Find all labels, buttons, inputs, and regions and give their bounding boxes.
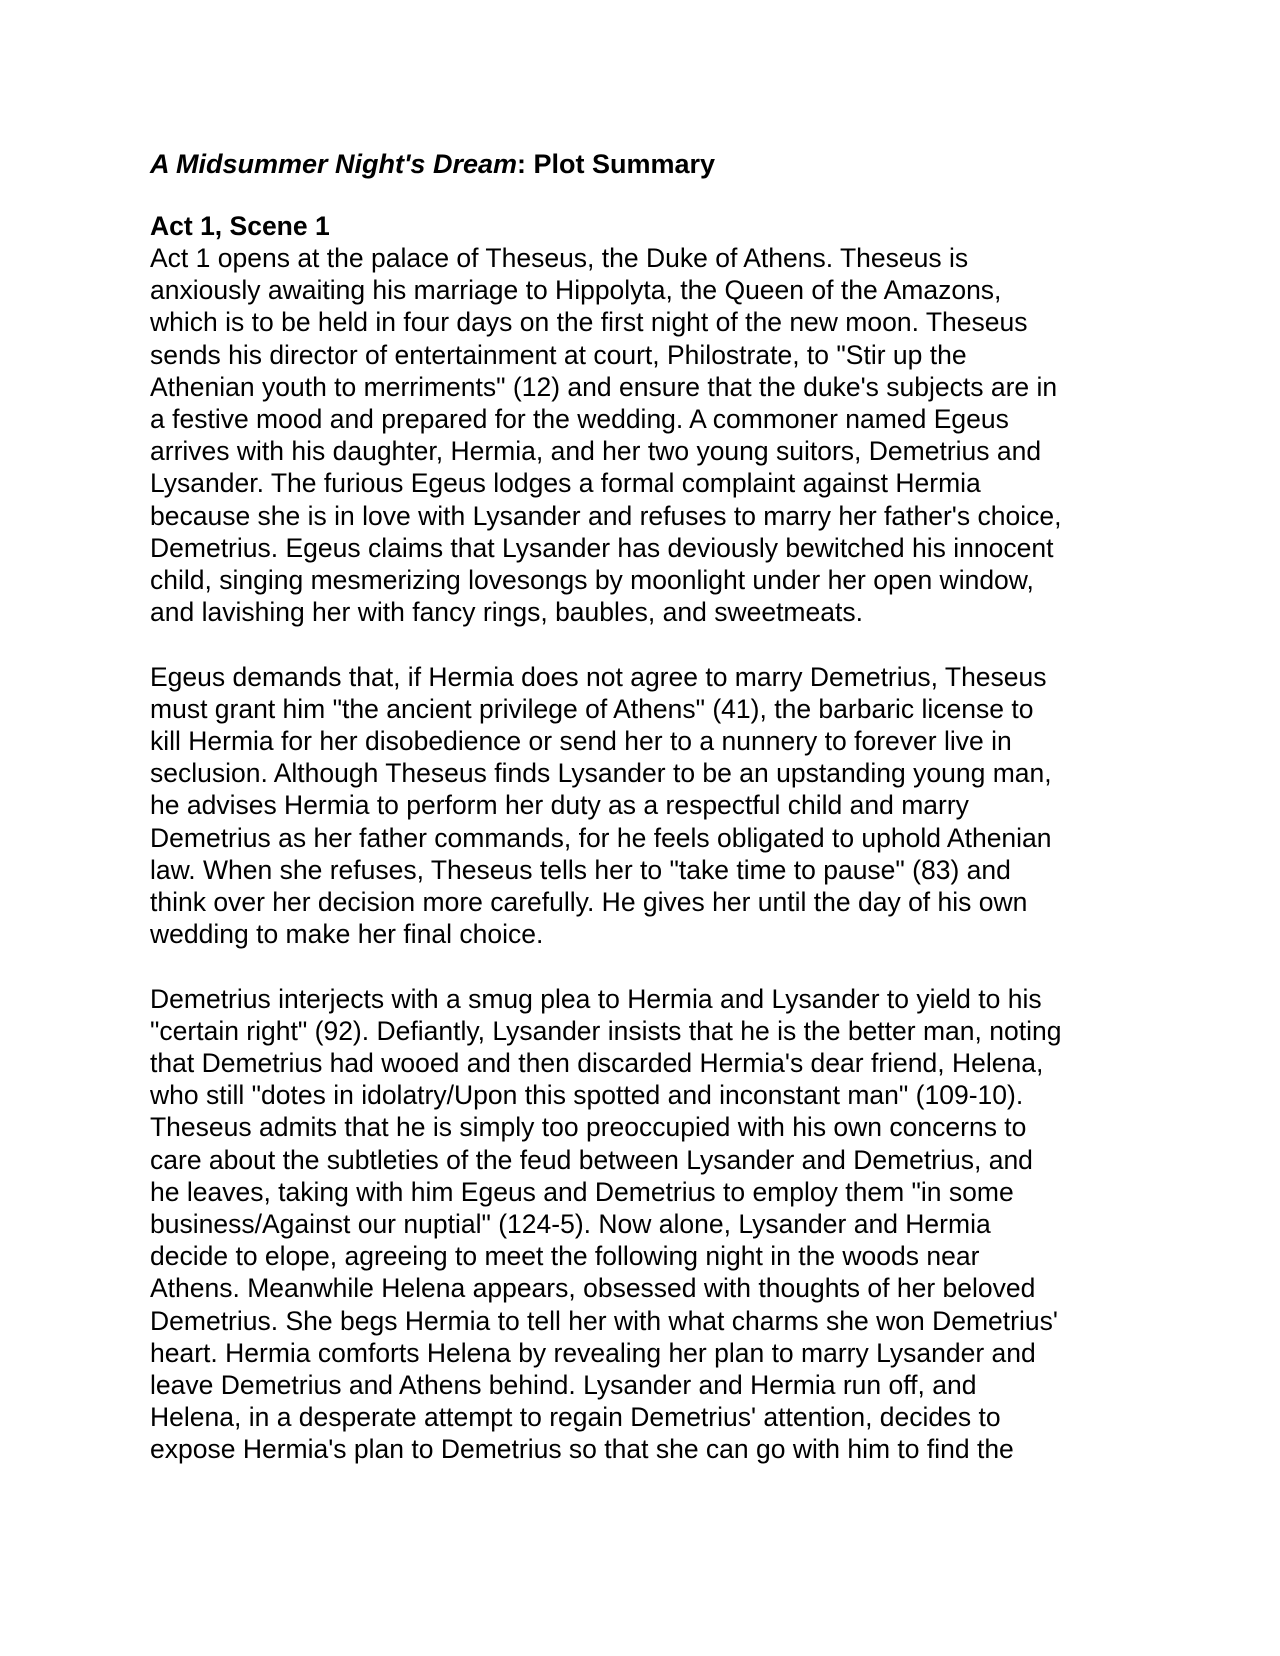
paragraph-1: [150, 242, 1130, 628]
text-line: decide to elope, agreeing to meet the following night in the woods near: [150, 1241, 980, 1272]
text-line: a festive mood and prepared for the wedding. A commoner named Egeus: [150, 404, 1009, 435]
scene-heading: Act 1, Scene 1: [150, 211, 330, 241]
text-line: heart. Hermia comforts Helena by revealing her plan to marry Lysander and: [150, 1337, 1036, 1368]
text-line: because she is in love with Lysander and refuses to marry her father's choice,: [150, 500, 1062, 531]
text-line: that Demetrius had wooed and then discarded Hermia's dear friend, Helena,: [150, 1048, 1044, 1079]
paragraph-3: [150, 983, 1130, 1466]
text-line: arrives with his daughter, Hermia, and her two young suitors, Demetrius and: [150, 436, 1042, 467]
text-line: he leaves, taking with him Egeus and Demetrius to employ them "in some: [150, 1176, 1014, 1207]
text-line: wedding to make her final choice.: [150, 919, 544, 950]
paragraph-list: [150, 242, 1130, 1466]
paragraph-gap: [150, 628, 1130, 660]
text-line: Athenian youth to merriments" (12) and ensure that the duke's subjects are in: [150, 371, 1058, 402]
text-line: which is to be held in four days on the first night of the new moon. Theseus: [150, 307, 1028, 338]
text-line: Demetrius as her father commands, for he feels obligated to uphold Athenian: [150, 822, 1052, 853]
text-line: expose Hermia's plan to Demetrius so that she can go with him to find the: [150, 1434, 1014, 1465]
text-line: he advises Hermia to perform her duty as a respectful child and marry: [150, 790, 969, 821]
text-line: Athens. Meanwhile Helena appears, obsessed with thoughts of her beloved: [150, 1273, 1036, 1304]
text-line: Demetrius. She begs Hermia to tell her with what charms she won Demetrius': [150, 1305, 1058, 1336]
text-line: Theseus admits that he is simply too preoccupied with his own concerns to: [150, 1112, 1027, 1143]
text-line: business/Against our nuptial" (124-5). Now alone, Lysander and Hermia: [150, 1209, 991, 1240]
text-line: who still "dotes in idolatry/Upon this spotted and inconstant man" (109-10).: [150, 1080, 1024, 1111]
paragraph-gap: [150, 950, 1130, 982]
text-line: anxiously awaiting his marriage to Hippolyta, the Queen of the Amazons,: [150, 275, 1002, 306]
text-line: Egeus demands that, if Hermia does not agree to marry Demetrius, Theseus: [150, 661, 1047, 692]
text-line: Demetrius. Egeus claims that Lysander has deviously bewitched his innocent: [150, 532, 1054, 563]
text-line: child, singing mesmerizing lovesongs by moonlight under her open window,: [150, 565, 1034, 596]
text-line: "certain right" (92). Defiantly, Lysander insists that he is the better man, noting: [150, 1015, 1062, 1046]
document-body: [150, 146, 1130, 1466]
text-line: sends his director of entertainment at court, Philostrate, to "Stir up the: [150, 339, 967, 370]
text-line: and lavishing her with fancy rings, baubles, and sweetmeats.: [150, 597, 863, 628]
paragraph-2: [150, 661, 1130, 951]
text-line: seclusion. Although Theseus finds Lysander to be an upstanding young man,: [150, 758, 1052, 789]
text-line: kill Hermia for her disobedience or send her to a nunnery to forever live in: [150, 726, 1012, 757]
text-line: think over her decision more carefully. He gives her until the day of his own: [150, 887, 1028, 918]
text-line: law. When she refuses, Theseus tells her to "take time to pause" (83) and: [150, 854, 1011, 885]
text-line: Helena, in a desperate attempt to regain Demetrius' attention, decides to: [150, 1402, 1001, 1433]
text-line: Lysander. The furious Egeus lodges a formal complaint against Hermia: [150, 468, 981, 499]
document-title-suffix: : Plot Summary: [517, 149, 716, 179]
document-title: [150, 146, 1130, 182]
text-line: leave Demetrius and Athens behind. Lysander and Hermia run off, and: [150, 1370, 977, 1401]
document-title-play-name: A Midsummer Night's Dream: [150, 149, 517, 179]
text-line: must grant him "the ancient privilege of Athens" (41), the barbaric license to: [150, 693, 1034, 724]
text-line: Demetrius interjects with a smug plea to Hermia and Lysander to yield to his: [150, 983, 1042, 1014]
text-line: Act 1 opens at the palace of Theseus, the Duke of Athens. Theseus is: [150, 243, 969, 273]
text-line: care about the subtleties of the feud between Lysander and Demetrius, and: [150, 1144, 1033, 1175]
